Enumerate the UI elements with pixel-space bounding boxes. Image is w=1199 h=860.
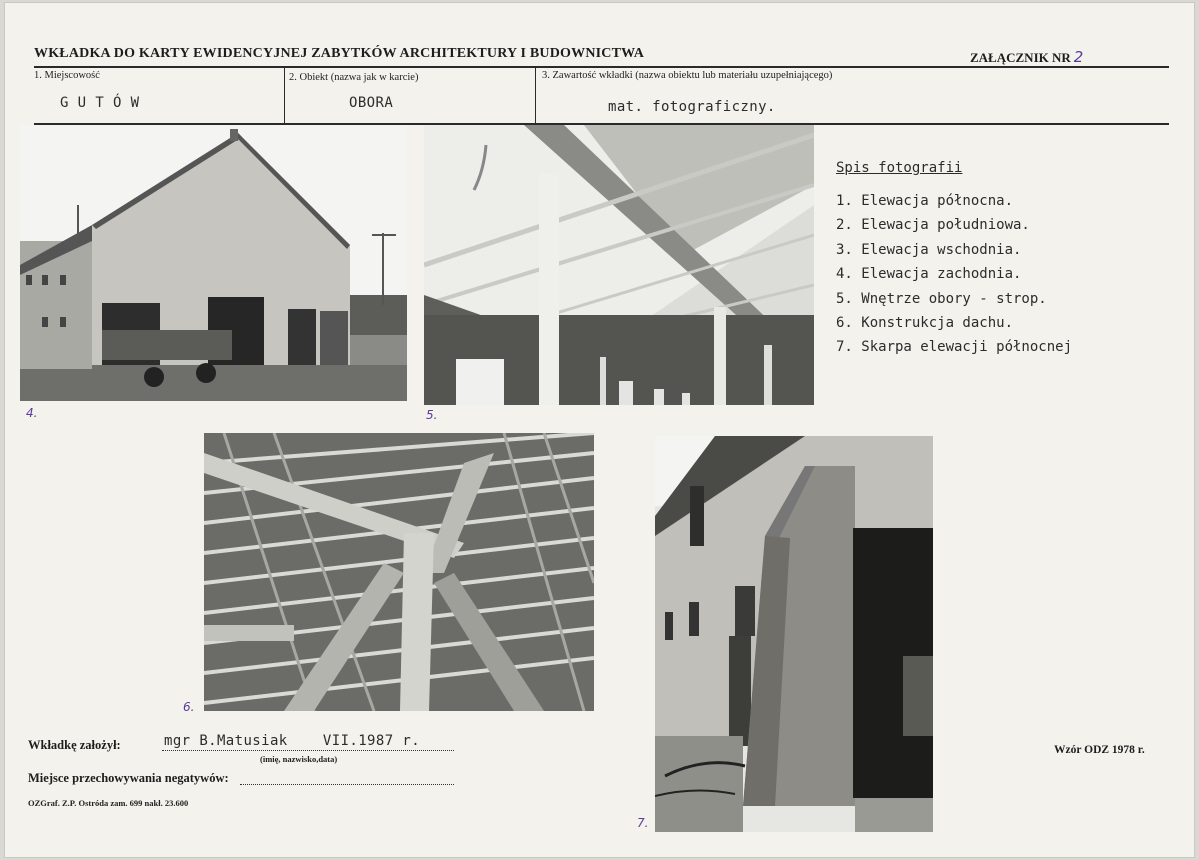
photo-list-item: 6. Konstrukcja dachu. <box>836 314 1014 331</box>
photo-barn-west-elevation <box>20 125 407 401</box>
header-rule-top <box>34 66 1169 68</box>
print-info: OZGraf. Z.P. Ostróda zam. 699 nakł. 23.600 <box>28 798 189 808</box>
locality-value: G U T Ó W <box>60 95 140 111</box>
field-divider-1 <box>284 67 285 123</box>
object-value: OBORA <box>349 95 394 111</box>
photo-roof-construction <box>204 433 594 711</box>
record-card-sheet <box>4 2 1195 858</box>
photo-number-6: 6. <box>183 700 195 714</box>
object-label: 2. Obiekt (nazwa jak w karcie) <box>289 72 419 83</box>
content-value: mat. fotograficzny. <box>608 99 776 115</box>
locality-label: 1. Miejscowość <box>34 70 100 81</box>
founded-by-label: Wkładkę założył: <box>28 738 121 752</box>
founded-by-hint: (imię, nazwisko,data) <box>260 754 338 764</box>
photo-list-item: 3. Elewacja wschodnia. <box>836 241 1022 258</box>
photo-number-4: 4. <box>26 406 38 420</box>
photo-number-7: 7. <box>637 816 649 830</box>
founded-by-value: mgr B.Matusiak VII.1987 r. <box>164 733 421 749</box>
field-divider-2 <box>535 67 536 123</box>
template-label: Wzór ODZ 1978 r. <box>1054 744 1145 756</box>
content-label: 3. Zawartość wkładki (nazwa obiektu lub materiału uzupełniającego) <box>542 70 833 81</box>
photo-list-item: 1. Elewacja północna. <box>836 193 1014 209</box>
photo-list-item: 5. Wnętrze obory - strop. <box>836 290 1047 307</box>
photo-number-5: 5. <box>426 408 438 422</box>
annex-label: ZAŁĄCZNIK NR 2 <box>970 48 1084 66</box>
negatives-storage-line <box>240 784 454 785</box>
founded-by-line <box>162 750 454 751</box>
photo-list-item: 2. Elewacja południowa. <box>836 217 1030 234</box>
negatives-storage-label: Miejsce przechowywania negatywów: <box>28 771 229 785</box>
photo-barn-interior-ceiling <box>424 125 814 405</box>
photo-list-item: 4. Elewacja zachodnia. <box>836 266 1022 283</box>
card-title: WKŁADKA DO KARTY EWIDENCYJNEJ ZABYTKÓW ARCHITEKTURY I BUDOWNICTWA <box>34 46 645 61</box>
photo-list-title: Spis fotografii <box>836 160 963 176</box>
annex-number: 2 <box>1073 48 1084 66</box>
photo-list-item: 7. Skarpa elewacji północnej <box>836 339 1073 356</box>
photo-list <box>836 193 1072 364</box>
photo-north-elevation-buttress <box>655 436 933 832</box>
